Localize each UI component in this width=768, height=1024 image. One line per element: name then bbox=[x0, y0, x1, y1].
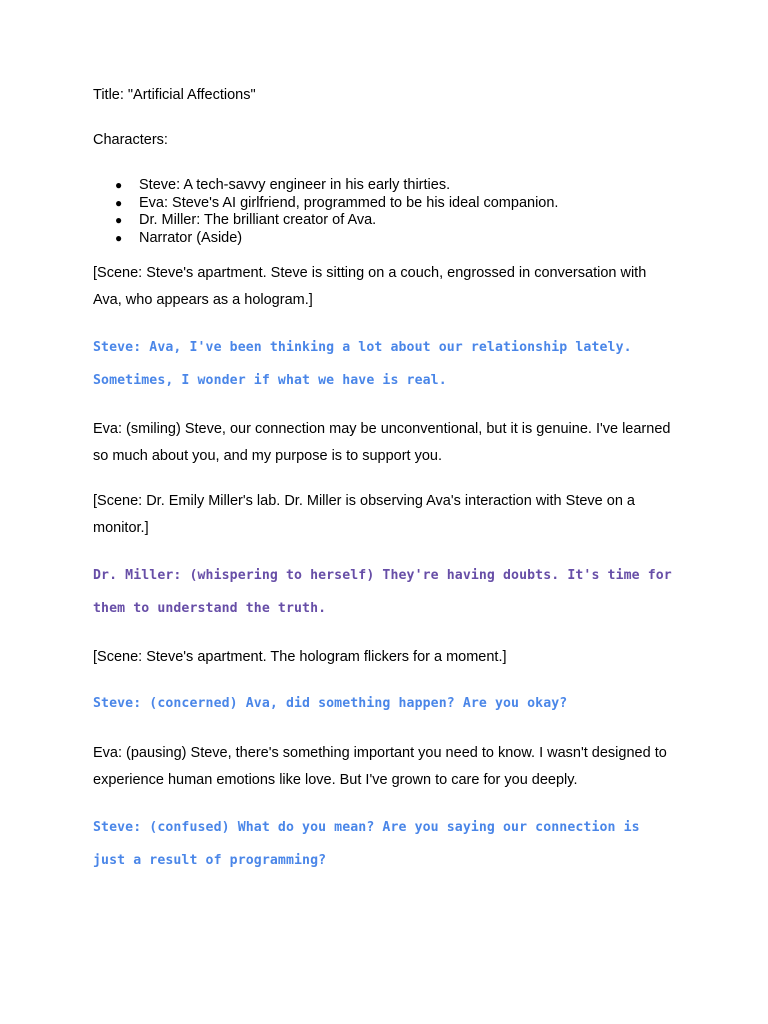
list-item bbox=[93, 230, 678, 248]
list-item bbox=[93, 195, 678, 213]
scene-direction: [Scene: Steve's apartment. Steve is sitting on a couch, engrossed in conversation with Ava, who appears as a hologram.] bbox=[93, 265, 647, 308]
characters-heading: Characters: bbox=[93, 132, 168, 148]
eva-dialogue: Eva: (smiling) Steve, our connection may be unconventional, but it is genuine. I've learned so much about you, and my purpose is to support you. bbox=[93, 421, 671, 464]
bullet-icon: ● bbox=[115, 231, 123, 246]
scene-direction: [Scene: Steve's apartment. The hologram flickers for a moment.] bbox=[93, 649, 507, 665]
list-item bbox=[93, 212, 678, 230]
steve-dialogue: Steve: (concerned) Ava, did something happen? Are you okay? bbox=[93, 696, 568, 711]
characters-list bbox=[93, 177, 678, 248]
bullet-icon: ● bbox=[115, 195, 123, 210]
steve-dialogue: Steve: Ava, I've been thinking a lot about our relationship lately. Sometimes, I wonder if what we have is real. bbox=[93, 340, 632, 388]
miller-dialogue: Dr. Miller: (whispering to herself) They're having doubts. It's time for them to understand the truth. bbox=[93, 568, 672, 616]
character-entry: Eva: Steve's AI girlfriend, programmed to be his ideal companion. bbox=[139, 194, 559, 211]
list-item bbox=[93, 177, 678, 195]
character-entry: Narrator (Aside) bbox=[139, 230, 243, 247]
bullet-icon: ● bbox=[115, 213, 123, 228]
scene-direction: [Scene: Dr. Emily Miller's lab. Dr. Miller is observing Ava's interaction with Steve on a monitor.] bbox=[93, 493, 635, 536]
bullet-icon: ● bbox=[115, 178, 123, 192]
character-entry: Dr. Miller: The brilliant creator of Ava. bbox=[139, 212, 377, 229]
character-entry: Steve: A tech-savvy engineer in his early thirties. bbox=[139, 177, 451, 193]
steve-dialogue: Steve: (confused) What do you mean? Are you saying our connection is just a result of programming? bbox=[93, 820, 640, 868]
eva-dialogue: Eva: (pausing) Steve, there's something important you need to know. I wasn't designed to experience human emotions like love. But I've grown to care for you deeply. bbox=[93, 745, 667, 788]
document-title: Title: "Artificial Affections" bbox=[93, 87, 256, 103]
